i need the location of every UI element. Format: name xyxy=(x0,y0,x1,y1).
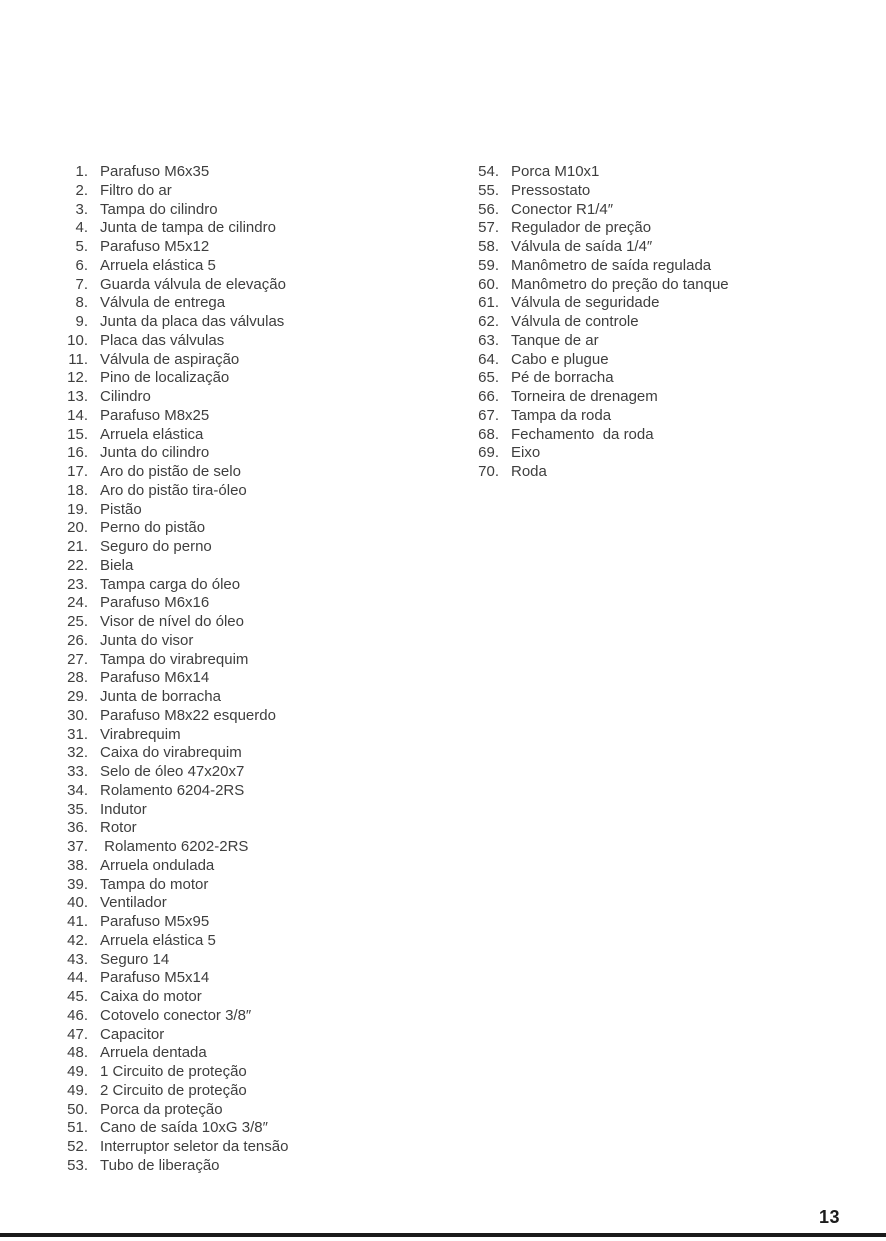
item-label: Parafuso M5x95 xyxy=(100,913,210,930)
item-number: 70. xyxy=(478,463,499,480)
item-label: Placa das válvulas xyxy=(100,331,225,349)
list-item xyxy=(62,932,288,951)
item-number: 60. xyxy=(478,275,499,293)
item-label: Tampa do cilindro xyxy=(100,200,218,218)
item-number: 25. xyxy=(67,613,88,630)
list-item xyxy=(62,201,288,220)
list-item xyxy=(62,1007,288,1026)
item-label: Fechamento da roda xyxy=(511,425,654,443)
item-number: 38. xyxy=(67,856,88,874)
item-label: Válvula de controle xyxy=(511,313,639,330)
item-label: Capacitor xyxy=(100,1025,165,1043)
item-label: Parafuso M6x35 xyxy=(100,163,210,180)
list-item xyxy=(62,519,288,538)
list-item xyxy=(62,857,288,876)
list-item xyxy=(62,632,288,651)
item-number: 43. xyxy=(67,950,88,968)
item-number: 42. xyxy=(67,931,88,949)
list-item xyxy=(62,1026,288,1045)
item-number: 13. xyxy=(67,388,88,405)
item-label: Pino de localização xyxy=(100,369,230,387)
item-label: Parafuso M5x14 xyxy=(100,969,210,987)
item-number: 11. xyxy=(68,350,88,368)
list-item xyxy=(62,726,288,745)
item-label: Cano de saída 10xG 3/8″ xyxy=(100,1119,268,1137)
list-item xyxy=(62,219,288,238)
list-item xyxy=(62,988,288,1007)
list-item xyxy=(473,238,729,257)
item-number: 8. xyxy=(75,294,88,312)
list-item xyxy=(473,426,729,445)
list-item xyxy=(62,782,288,801)
list-item xyxy=(62,969,288,988)
list-item xyxy=(62,1119,288,1138)
item-label: Parafuso M5x12 xyxy=(100,238,210,255)
item-label: Aro do pistão de selo xyxy=(100,463,241,480)
item-label: Indutor xyxy=(100,800,147,818)
item-label: Junta do visor xyxy=(100,631,194,649)
item-label: Arruela elástica 5 xyxy=(100,256,216,274)
item-number: 67. xyxy=(478,406,499,424)
item-number: 49. xyxy=(67,1063,88,1080)
item-number: 40. xyxy=(67,894,88,912)
list-item xyxy=(473,201,729,220)
list-item xyxy=(473,463,729,482)
list-item xyxy=(62,1138,288,1157)
item-label: Manômetro do preção do tanque xyxy=(511,275,729,293)
item-label: Porca da proteção xyxy=(100,1100,223,1118)
list-item xyxy=(62,557,288,576)
item-number: 30. xyxy=(67,706,88,724)
list-item xyxy=(62,876,288,895)
item-label: Rolamento 6204-2RS xyxy=(100,781,245,799)
list-item xyxy=(62,763,288,782)
item-label: Válvula de seguridade xyxy=(511,294,660,312)
list-item xyxy=(62,1101,288,1120)
item-label: Parafuso M6x16 xyxy=(100,594,210,612)
item-label: Válvula de aspiração xyxy=(100,350,240,368)
list-item xyxy=(62,538,288,557)
list-item xyxy=(62,182,288,201)
item-number: 49. xyxy=(67,1081,88,1099)
bottom-rule xyxy=(0,1233,886,1237)
item-number: 29. xyxy=(67,688,88,705)
item-label: Cotovelo conector 3/8″ xyxy=(100,1006,252,1024)
item-number: 65. xyxy=(478,369,499,387)
item-number: 55. xyxy=(478,181,499,199)
list-item xyxy=(473,332,729,351)
list-item xyxy=(62,463,288,482)
item-number: 50. xyxy=(67,1100,88,1118)
item-label: Cilindro xyxy=(100,388,151,405)
list-item xyxy=(62,613,288,632)
item-number: 54. xyxy=(478,163,499,180)
item-label: Tampa do motor xyxy=(100,875,209,893)
item-number: 36. xyxy=(67,819,88,837)
list-item xyxy=(62,744,288,763)
list-item xyxy=(62,482,288,501)
item-label: Parafuso M6x14 xyxy=(100,669,210,687)
item-number: 51. xyxy=(67,1119,88,1137)
item-number: 46. xyxy=(67,1006,88,1024)
item-label: Guarda válvula de elevação xyxy=(100,275,286,293)
item-label: Rotor xyxy=(100,819,137,837)
item-number: 18. xyxy=(67,481,88,499)
item-label: Seguro do perno xyxy=(100,538,212,555)
item-number: 3. xyxy=(75,200,88,218)
list-item xyxy=(473,219,729,238)
item-label: Torneira de drenagem xyxy=(511,388,658,405)
item-label: Válvula de entrega xyxy=(100,294,226,312)
item-number: 33. xyxy=(67,763,88,780)
item-label: Eixo xyxy=(511,444,541,462)
item-label: Tanque de ar xyxy=(511,331,599,349)
parts-list-right-column xyxy=(473,163,729,482)
item-label: Tubo de liberação xyxy=(100,1156,220,1174)
list-item xyxy=(473,163,729,182)
item-number: 5. xyxy=(75,238,88,255)
item-label: Filtro do ar xyxy=(100,181,172,199)
item-number: 62. xyxy=(478,313,499,330)
list-item xyxy=(473,407,729,426)
item-number: 63. xyxy=(478,331,499,349)
item-number: 31. xyxy=(67,725,88,743)
item-label: Caixa do motor xyxy=(100,988,202,1005)
item-number: 9. xyxy=(75,313,88,330)
list-item xyxy=(62,238,288,257)
list-item xyxy=(62,1157,288,1176)
list-item xyxy=(473,444,729,463)
item-number: 6. xyxy=(75,256,88,274)
item-number: 69. xyxy=(478,444,499,462)
list-item xyxy=(62,951,288,970)
item-number: 66. xyxy=(478,388,499,405)
item-number: 39. xyxy=(67,875,88,893)
list-item xyxy=(62,407,288,426)
item-label: Pé de borracha xyxy=(511,369,614,387)
item-number: 12. xyxy=(67,369,88,387)
item-label: Junta da placa das válvulas xyxy=(100,313,285,330)
item-number: 26. xyxy=(67,631,88,649)
item-number: 41. xyxy=(67,913,88,930)
list-item xyxy=(62,1044,288,1063)
list-item xyxy=(62,1063,288,1082)
list-item xyxy=(62,801,288,820)
item-number: 27. xyxy=(67,650,88,668)
item-label: Pistão xyxy=(100,500,142,518)
item-number: 1. xyxy=(75,163,88,180)
item-number: 34. xyxy=(67,781,88,799)
item-label: Junta de borracha xyxy=(100,688,221,705)
item-number: 2. xyxy=(75,181,88,199)
item-label: Manômetro de saída regulada xyxy=(511,256,712,274)
list-item xyxy=(62,651,288,670)
list-item xyxy=(62,669,288,688)
item-number: 20. xyxy=(67,519,88,537)
item-label: Arruela ondulada xyxy=(100,856,215,874)
item-number: 56. xyxy=(478,200,499,218)
item-number: 37. xyxy=(67,838,88,855)
item-number: 10. xyxy=(67,331,88,349)
item-number: 7. xyxy=(75,275,88,293)
item-number: 32. xyxy=(67,744,88,762)
page-number: 13 xyxy=(818,1207,840,1227)
item-label: Arruela elástica xyxy=(100,425,204,443)
item-number: 59. xyxy=(478,256,499,274)
list-item xyxy=(62,313,288,332)
list-item xyxy=(62,501,288,520)
list-item xyxy=(473,351,729,370)
item-label: Arruela elástica 5 xyxy=(100,931,216,949)
list-item xyxy=(62,369,288,388)
list-item xyxy=(62,294,288,313)
list-item xyxy=(473,257,729,276)
list-item xyxy=(62,163,288,182)
list-item xyxy=(473,369,729,388)
item-number: 24. xyxy=(67,594,88,612)
item-number: 47. xyxy=(67,1025,88,1043)
item-number: 68. xyxy=(478,425,499,443)
list-item xyxy=(62,276,288,295)
parts-list-left-column xyxy=(62,163,288,1176)
list-item xyxy=(62,351,288,370)
list-item xyxy=(473,313,729,332)
list-item xyxy=(62,444,288,463)
item-label: Tampa do virabrequim xyxy=(100,650,249,668)
item-label: Interruptor seletor da tensão xyxy=(100,1138,289,1155)
item-number: 35. xyxy=(67,800,88,818)
list-item xyxy=(62,819,288,838)
item-number: 14. xyxy=(67,406,88,424)
item-number: 16. xyxy=(67,444,88,462)
list-item xyxy=(473,276,729,295)
list-item xyxy=(62,257,288,276)
item-number: 4. xyxy=(75,219,88,237)
item-label: Parafuso M8x22 esquerdo xyxy=(100,706,276,724)
item-number: 57. xyxy=(478,219,499,237)
item-number: 61. xyxy=(478,294,499,312)
item-label: Conector R1/4″ xyxy=(511,200,614,218)
item-label: Cabo e plugue xyxy=(511,350,609,368)
item-label: 2 Circuito de proteção xyxy=(100,1081,247,1099)
list-item xyxy=(62,332,288,351)
item-number: 53. xyxy=(67,1156,88,1174)
item-number: 23. xyxy=(67,575,88,593)
item-number: 19. xyxy=(67,500,88,518)
item-number: 64. xyxy=(478,350,499,368)
item-label: Pressostato xyxy=(511,181,591,199)
list-item xyxy=(473,294,729,313)
item-label: Visor de nível do óleo xyxy=(100,613,244,630)
item-label: Porca M10x1 xyxy=(511,163,600,180)
list-item xyxy=(62,688,288,707)
item-number: 22. xyxy=(67,556,88,574)
item-label: Roda xyxy=(511,463,547,480)
item-label: Seguro 14 xyxy=(100,950,170,968)
list-item xyxy=(473,182,729,201)
list-item xyxy=(62,838,288,857)
list-item xyxy=(62,707,288,726)
list-item xyxy=(62,594,288,613)
item-label: Junta de tampa de cilindro xyxy=(100,219,276,237)
list-item xyxy=(62,426,288,445)
list-item xyxy=(62,894,288,913)
item-number: 21. xyxy=(67,538,88,555)
item-label: Arruela dentada xyxy=(100,1044,207,1062)
item-label: Tampa da roda xyxy=(511,406,612,424)
item-number: 48. xyxy=(67,1044,88,1062)
item-label: Virabrequim xyxy=(100,725,181,743)
item-number: 28. xyxy=(67,669,88,687)
item-label: Biela xyxy=(100,556,134,574)
item-number: 44. xyxy=(67,969,88,987)
list-item xyxy=(62,1082,288,1101)
list-item xyxy=(473,388,729,407)
item-label: Selo de óleo 47x20x7 xyxy=(100,763,245,780)
list-item xyxy=(62,913,288,932)
item-number: 15. xyxy=(67,425,88,443)
item-label: Ventilador xyxy=(100,894,167,912)
item-label: Parafuso M8x25 xyxy=(100,406,210,424)
item-number: 58. xyxy=(478,238,499,255)
item-label: Regulador de preção xyxy=(511,219,652,237)
item-label: Junta do cilindro xyxy=(100,444,210,462)
item-number: 52. xyxy=(67,1138,88,1155)
item-label: Tampa carga do óleo xyxy=(100,575,241,593)
item-number: 45. xyxy=(67,988,88,1005)
list-item xyxy=(62,388,288,407)
item-label: Válvula de saída 1/4″ xyxy=(511,238,653,255)
item-label: Rolamento 6202-2RS xyxy=(100,838,249,855)
item-label: Perno do pistão xyxy=(100,519,206,537)
item-number: 17. xyxy=(67,463,88,480)
item-label: Aro do pistão tira-óleo xyxy=(100,481,247,499)
item-label: 1 Circuito de proteção xyxy=(100,1063,247,1080)
list-item xyxy=(62,576,288,595)
item-label: Caixa do virabrequim xyxy=(100,744,242,762)
